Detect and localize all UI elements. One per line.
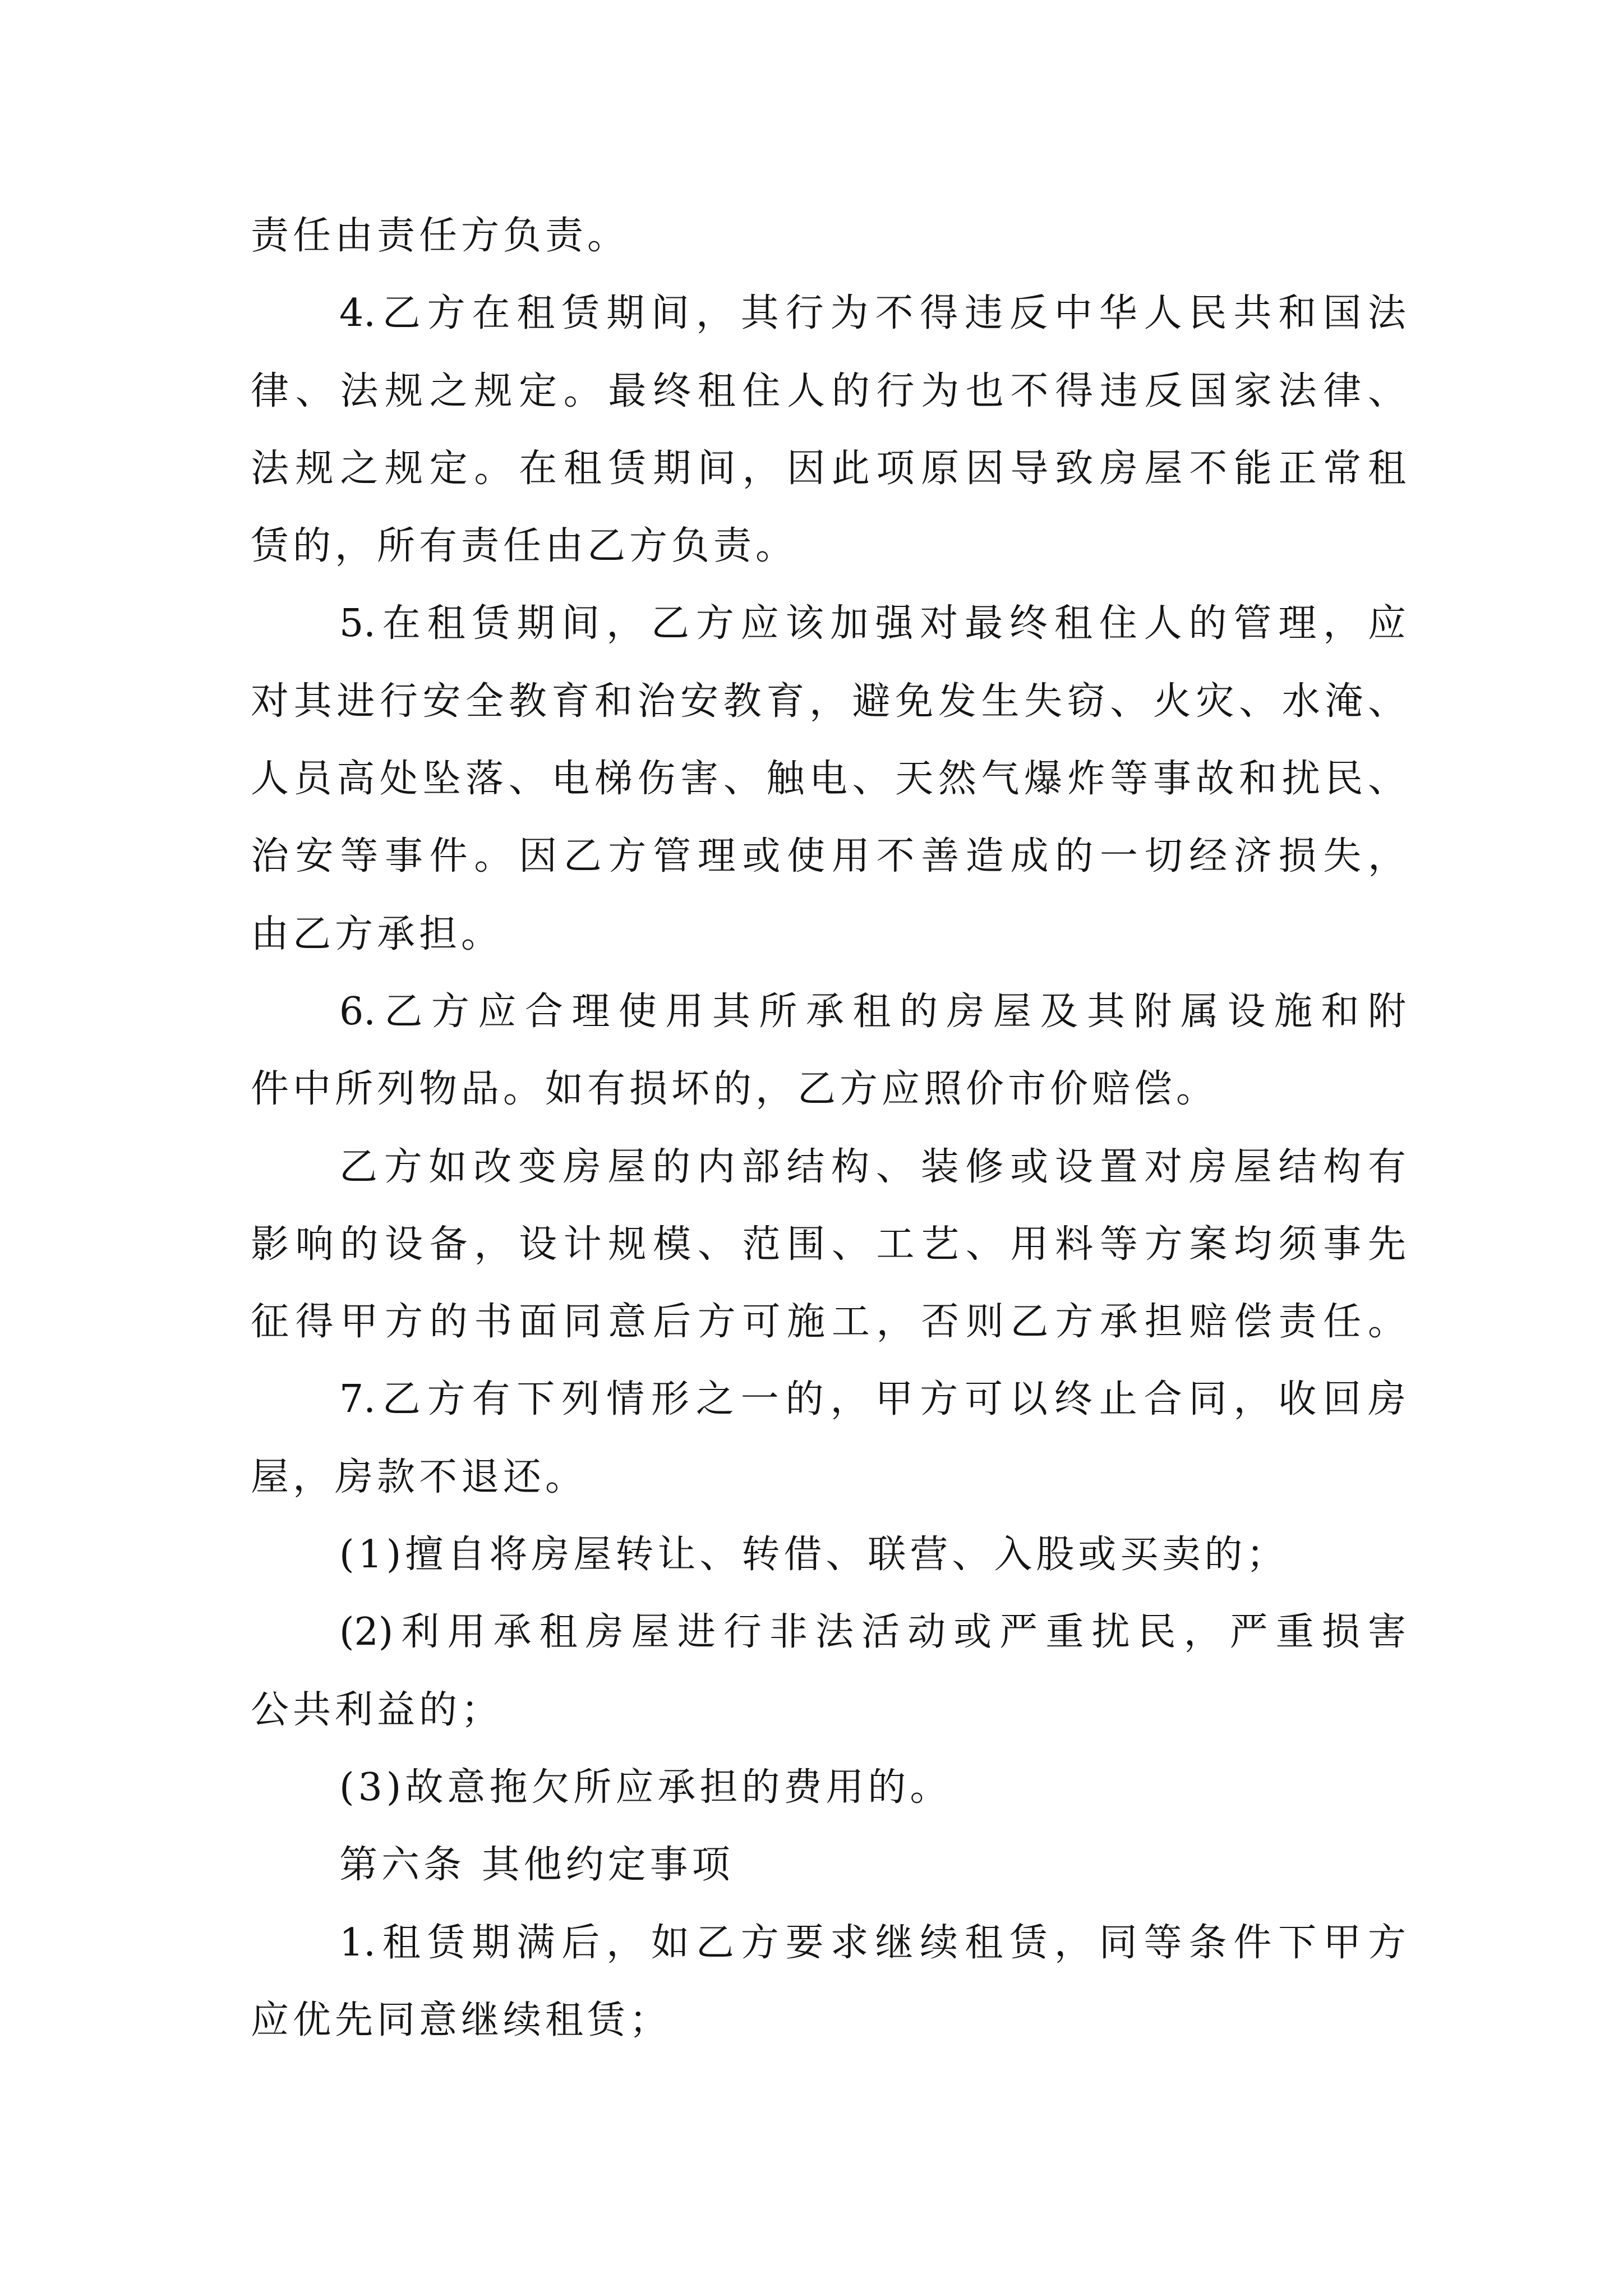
text-line: 责任由责任方负责。: [251, 214, 630, 258]
text-line: 对其进行安全教育和治安教育，避免发生失窃、火灾、水淹、: [251, 679, 1406, 724]
text-line: 1.租赁期满后，如乙方要求继续租赁，同等条件下甲方: [339, 1920, 1406, 1965]
text-line: 件中所列物品。如有损坏的，乙方应照价市价赔偿。: [251, 1067, 1219, 1112]
text-line: 应优先同意继续租赁；: [251, 1998, 672, 2042]
paragraph: [251, 1129, 1406, 1361]
document-body: [251, 197, 1406, 2059]
paragraph: [251, 1904, 1406, 2060]
text-line: 由乙方承担。: [251, 912, 504, 956]
list-item: [251, 1516, 1406, 1594]
text-line: 人员高处坠落、电梯伤害、触电、天然气爆炸等事故和扰民、: [251, 757, 1406, 802]
text-line: (2)利用承租房屋进行非法活动或严重扰民，严重损害: [339, 1610, 1406, 1655]
text-line: 7.乙方有下列情形之一的，甲方可以终止合同，收回房: [339, 1377, 1406, 1422]
section-heading: [251, 1826, 1406, 1904]
text-line: 法规之规定。在租赁期间，因此项原因导致房屋不能正常租: [251, 446, 1406, 491]
paragraph: [251, 197, 1406, 275]
text-line: (1)擅自将房屋转让、转借、联营、入股或买卖的；: [339, 1533, 1289, 1577]
text-line: 4.乙方在租赁期间，其行为不得违反中华人民共和国法: [339, 291, 1406, 336]
paragraph: [251, 585, 1406, 973]
list-item: [251, 1749, 1406, 1826]
text-line: 5.在租赁期间，乙方应该加强对最终租住人的管理，应: [339, 601, 1406, 646]
text-line: 治安等事件。因乙方管理或使用不善造成的一切经济损失，: [251, 834, 1406, 879]
text-line: 律、法规之规定。最终租住人的行为也不得违反国家法律、: [251, 369, 1406, 413]
text-line: 公共利益的；: [251, 1687, 504, 1732]
paragraph: [251, 973, 1406, 1129]
text-line: 赁的，所有责任由乙方负责。: [251, 524, 798, 569]
text-line: 第六条 其他约定事项: [339, 1843, 734, 1888]
text-line: (3)故意拖欠所应承担的费用的。: [339, 1765, 952, 1810]
text-line: 6.乙方应合理使用其所承租的房屋及其附属设施和附: [339, 989, 1406, 1034]
paragraph: [251, 275, 1406, 585]
text-line: 屋，房款不退还。: [251, 1455, 588, 1499]
paragraph: [251, 1361, 1406, 1516]
text-line: 征得甲方的书面同意后方可施工，否则乙方承担赔偿责任。: [251, 1300, 1406, 1345]
text-line: 乙方如改变房屋的内部结构、装修或设置对房屋结构有: [339, 1144, 1406, 1189]
text-line: 影响的设备，设计规模、范围、工艺、用料等方案均须事先: [251, 1222, 1406, 1267]
list-item: [251, 1594, 1406, 1749]
